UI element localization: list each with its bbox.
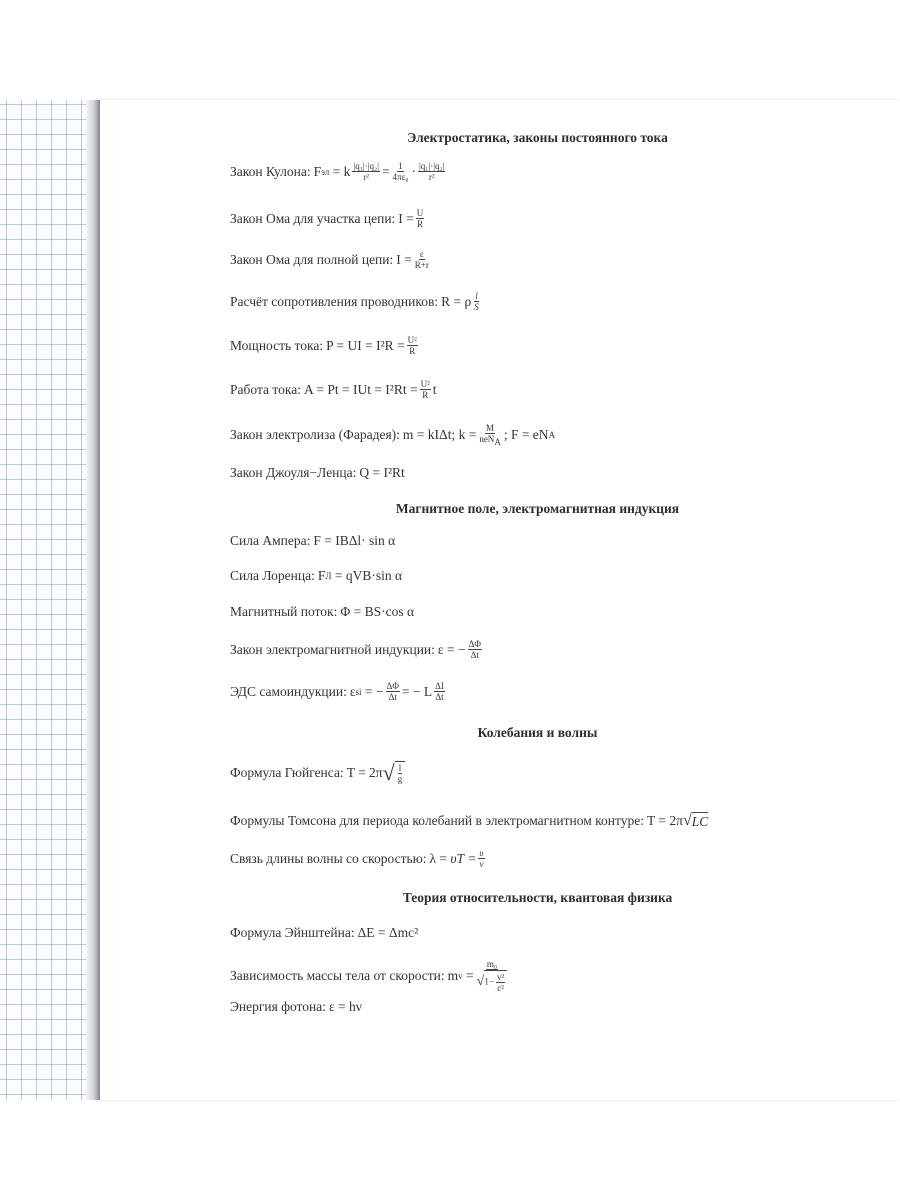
numerator: l xyxy=(475,291,478,301)
formula-ohm-full xyxy=(230,249,432,270)
formula-label: Сила Лоренца: xyxy=(230,568,315,583)
formula-term: R = ρ xyxy=(441,293,472,309)
formula-label: Закон Ома для участка цепи: xyxy=(230,210,396,226)
fraction xyxy=(434,681,445,702)
formula-label: Формулы Томсона для периода колебаний в электромагнитном контуре: xyxy=(230,813,644,828)
formula-ampere xyxy=(230,533,395,549)
formula-label: Энергия фотона: xyxy=(230,999,326,1014)
fraction xyxy=(418,161,445,182)
denominator: ν xyxy=(479,859,484,869)
formula-self-induction xyxy=(230,681,447,702)
fraction xyxy=(478,848,484,869)
formula-em-induction xyxy=(230,639,484,660)
formula-thomson xyxy=(230,810,708,832)
denominator: r² xyxy=(363,172,370,182)
radical-sign: √ xyxy=(382,759,395,785)
section-title-oscillations: Колебания и волны xyxy=(477,725,598,740)
formula-ohm-section xyxy=(230,208,426,229)
radicand: LC xyxy=(691,814,709,829)
formula-term: I = xyxy=(396,251,412,267)
formula-term: ΔE = Δmc² xyxy=(357,925,419,940)
notebook-grid-page xyxy=(0,100,100,1100)
formula-term: = qVB·sin α xyxy=(334,568,403,583)
denominator: R+r xyxy=(414,260,429,270)
fraction xyxy=(476,959,508,993)
formula-subscript: A xyxy=(494,436,501,447)
denominator-text: neN xyxy=(479,434,495,444)
denominator: g xyxy=(397,774,403,784)
formula-wavelength xyxy=(230,848,487,869)
numerator: l xyxy=(398,763,402,773)
formula-term: = xyxy=(381,163,390,179)
formula-huygens xyxy=(230,761,405,784)
fraction xyxy=(496,972,505,993)
formula-term: ε xyxy=(349,683,356,699)
formula-faraday xyxy=(230,423,555,447)
section-title-magnetism: Магнитное поле, электромагнитная индукция xyxy=(395,501,680,516)
denominator: c² xyxy=(497,983,504,993)
formula-resistance xyxy=(230,291,482,312)
denominator: r² xyxy=(428,172,435,182)
formula-term: ε = − xyxy=(437,641,466,657)
formula-subscript: эл xyxy=(321,166,330,177)
fraction xyxy=(392,161,410,182)
denominator: R xyxy=(417,219,424,229)
fraction xyxy=(397,763,404,784)
denominator xyxy=(476,970,508,993)
formula-relativistic-mass xyxy=(230,959,510,993)
formula-term: ε = hν xyxy=(328,999,362,1014)
formula-label: ЭДС самоиндукции: xyxy=(230,683,347,699)
formula-power xyxy=(230,335,420,356)
radicand xyxy=(484,970,507,993)
denominator: 4πε₀ xyxy=(392,172,409,182)
numerator: ΔΦ xyxy=(468,639,481,649)
numerator: U² xyxy=(420,379,430,389)
formula-label: Закон Ома для полной цепи: xyxy=(230,251,394,267)
formula-photon-energy xyxy=(230,999,362,1015)
formula-label: Закон Джоуля−Ленца: xyxy=(230,465,357,480)
formula-term: 1− xyxy=(484,976,494,987)
denominator xyxy=(478,434,502,447)
section-title-relativity-quantum: Теория относительности, квантовая физика xyxy=(402,890,673,905)
formula-term: m = kIΔt; k = xyxy=(402,426,477,442)
numerator: ΔI xyxy=(435,681,444,691)
numerator: m₀ xyxy=(486,959,497,969)
radical-sign: √ xyxy=(682,812,692,829)
numerator: U² xyxy=(407,335,417,345)
formula-term: A = Pt = IUt = I²Rt = xyxy=(303,381,418,397)
numerator: υ xyxy=(479,848,484,858)
fraction xyxy=(468,639,482,660)
numerator: ε xyxy=(419,249,424,259)
formula-term: ; F = eN xyxy=(503,426,549,442)
formula-coulomb xyxy=(230,161,447,182)
formula-sheet-page xyxy=(100,100,900,1100)
denominator: Δt xyxy=(388,692,397,702)
square-root xyxy=(477,970,507,993)
formula-subscript: A xyxy=(548,429,556,440)
numerator: |q₁|·|q₂| xyxy=(353,161,379,171)
fraction xyxy=(386,681,400,702)
formula-term: = k xyxy=(332,163,351,179)
formula-term: I = xyxy=(398,210,414,226)
numerator: |q₁|·|q₂| xyxy=(419,161,445,171)
formula-term: t xyxy=(432,381,437,397)
formula-label: Формула Гюйгенса: xyxy=(230,764,344,780)
formula-term: F xyxy=(317,568,326,583)
formula-term: Q = I²Rt xyxy=(359,465,405,480)
formula-label: Формула Эйнштейна: xyxy=(230,925,355,940)
denominator: R xyxy=(422,390,429,400)
formula-subscript: v xyxy=(458,971,463,981)
square-root xyxy=(383,761,406,784)
radical-sign: √ xyxy=(476,973,485,989)
formula-magnetic-flux xyxy=(230,604,414,620)
formula-term: m xyxy=(447,968,459,983)
formula-term: υT = xyxy=(450,850,477,866)
numerator: 1 xyxy=(398,161,403,171)
formula-term: T = 2π xyxy=(346,764,383,780)
formula-label: Работа тока: xyxy=(230,381,301,397)
formula-label: Расчёт сопротивления проводников: xyxy=(230,293,439,309)
formula-label: Мощность тока: xyxy=(230,337,324,353)
square-root xyxy=(683,810,708,832)
fraction xyxy=(414,249,430,270)
numerator: M xyxy=(486,423,495,433)
denominator: Δt xyxy=(435,692,444,702)
formula-term: F = IBΔl· sin α xyxy=(313,533,396,548)
formula-term: · xyxy=(411,163,416,179)
numerator: v² xyxy=(496,972,505,982)
fraction xyxy=(473,291,480,312)
formula-label: Связь длины волны со скоростью: xyxy=(230,850,427,866)
formula-subscript: Л xyxy=(325,571,332,581)
formula-label: Закон электролиза (Фарадея): xyxy=(230,426,400,442)
formula-label: Зависимость массы тела от скорости: xyxy=(230,968,445,983)
radicand xyxy=(395,761,406,784)
denominator: S xyxy=(474,302,479,312)
formula-term: = − xyxy=(364,683,384,699)
denominator: Δt xyxy=(470,650,479,660)
formula-label: Закон Кулона: xyxy=(230,163,311,179)
formula-label: Магнитный поток: xyxy=(230,604,338,619)
fraction xyxy=(420,379,431,400)
formula-term: P = UI = I²R = xyxy=(326,337,405,353)
section-title-electrostatics: Электростатика, законы постоянного тока xyxy=(407,130,668,145)
formula-term: Φ = BS·cos α xyxy=(340,604,415,619)
fraction xyxy=(416,208,425,229)
formula-term: λ = xyxy=(429,850,448,866)
formula-work xyxy=(230,379,437,400)
formula-term: T = 2π xyxy=(647,813,683,828)
formula-label: Сила Ампера: xyxy=(230,533,311,548)
formula-label: Закон электромагнитной индукции: xyxy=(230,641,435,657)
formula-lorentz xyxy=(230,568,402,584)
formula-einstein xyxy=(230,925,418,941)
fraction xyxy=(407,335,418,356)
numerator: ΔΦ xyxy=(386,681,399,691)
formula-term: = − L xyxy=(401,683,433,699)
denominator: R xyxy=(409,346,416,356)
numerator: U xyxy=(416,208,424,218)
formula-term: F xyxy=(313,163,322,179)
fraction xyxy=(478,423,502,447)
formula-subscript: si xyxy=(355,686,362,697)
fraction xyxy=(352,161,379,182)
formula-term: = xyxy=(466,968,474,983)
formula-joule-lenz xyxy=(230,465,405,481)
